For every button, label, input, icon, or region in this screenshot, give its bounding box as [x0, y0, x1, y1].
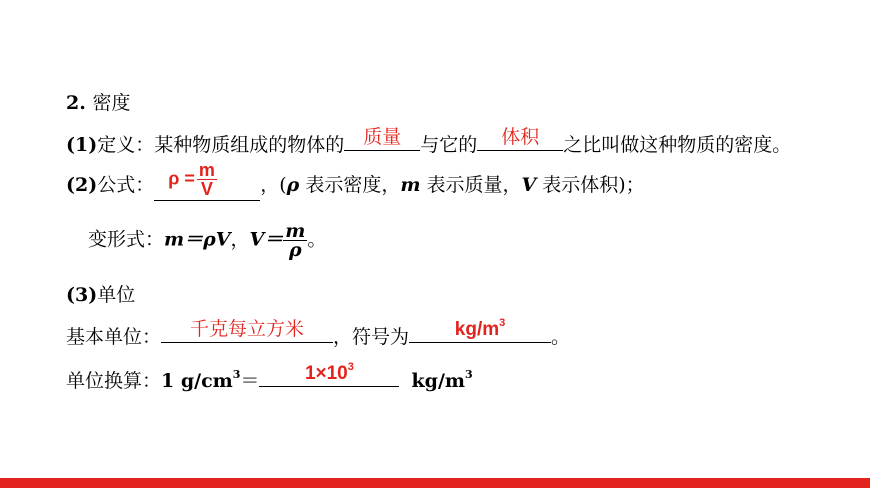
answer-unit-symbol: $kg/m^3$ — [454, 316, 506, 340]
answer-mass: 质量 — [363, 127, 402, 148]
blank-unit-name — [161, 320, 333, 343]
heading-title: 密度 — [92, 92, 131, 114]
blank-unit-symbol — [409, 316, 551, 343]
heading-number: 2 — [66, 92, 80, 114]
unit-heading: (3)单位 — [66, 284, 136, 306]
basic-unit-line: 基本单位： 千克每立方米 ，符号为 $kg/m^3$ 。 — [66, 316, 571, 348]
conversion-line: 单位换算：1 $g/cm^3=$ $1\times 10^3$ $kg/m^3$ — [66, 360, 473, 392]
blank-conversion — [259, 360, 399, 387]
bottom-red-bar — [0, 478, 870, 488]
answer-unit-name: 千克每立方米 — [190, 319, 305, 340]
variant-fraction: $\frac{m}{\rho}$ — [285, 220, 306, 261]
blank-volume — [477, 128, 563, 151]
blank-mass — [344, 128, 420, 151]
definition-line: (1)定义：某种物质组成的物体的 质量 与它的 体积 之比叫做这种物质的密度。 — [66, 127, 792, 156]
answer-conversion: $1\times 10^3$ — [304, 360, 354, 384]
heading-density: 2. 密度 — [66, 92, 131, 114]
answer-formula: ρ = $\frac{m}{V}$ — [168, 160, 215, 199]
blank-formula — [154, 160, 260, 201]
variant-line: 变形式：m＝ρV，V＝ $\frac{m}{\rho}$ 。 — [88, 220, 327, 261]
formula-line: (2)公式： ρ = $\frac{m}{V}$ ，(ρ 表示密度，m 表示质量，V 表示体积)； — [66, 160, 645, 199]
answer-volume: 体积 — [501, 127, 540, 148]
